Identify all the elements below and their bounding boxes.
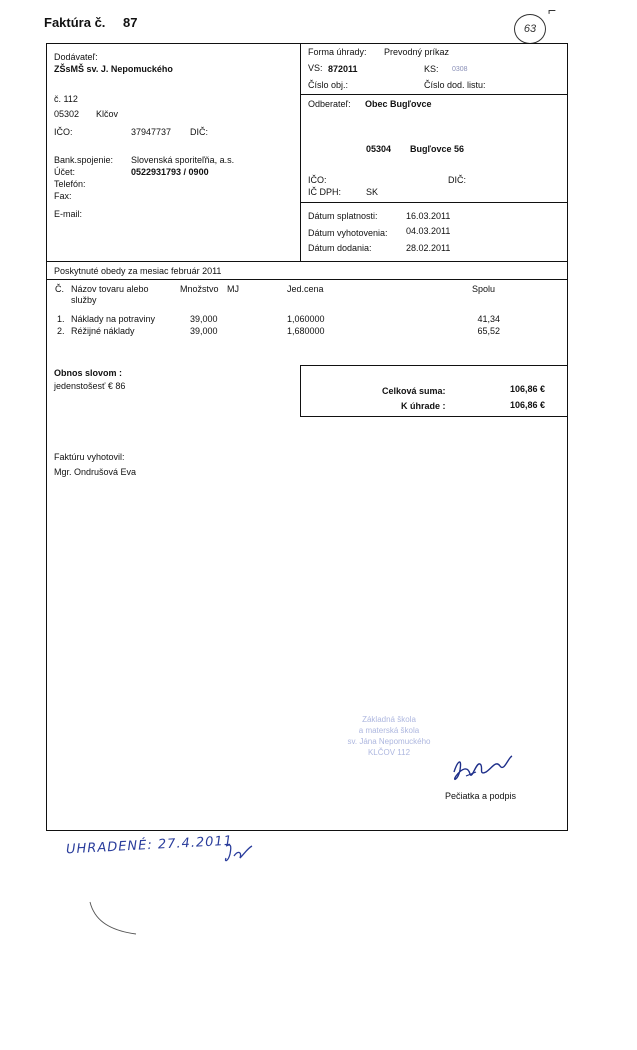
supplier-account-label: Účet: — [54, 167, 76, 177]
stamp-line: Základná škola — [362, 715, 416, 724]
paid-initials — [222, 840, 258, 866]
row-qty: 39,000 — [190, 314, 218, 324]
signature-label: Pečiatka a podpis — [445, 791, 517, 801]
row-no: 1. — [57, 314, 65, 324]
payment-ks-label: KS: — [424, 64, 439, 74]
due-value: 106,86 € — [509, 400, 545, 410]
supplier-name: ZŠsMŠ sv. J. Nepomuckého — [54, 64, 173, 74]
invoice-title-label: Faktúra č. — [44, 15, 106, 30]
signature — [448, 752, 518, 788]
invoice-frame — [46, 43, 568, 831]
corner-number: 63 — [523, 23, 537, 35]
supplier-street: č. 112 — [54, 94, 78, 104]
issuer-name: Mgr. Ondrušová Eva — [54, 467, 137, 477]
divider-table-header — [46, 279, 568, 280]
divider-customer — [300, 202, 568, 203]
row-unit-price: 1,680000 — [287, 326, 325, 336]
supplier-account: 0522931793 / 0900 — [131, 167, 209, 177]
due-label: K úhrade : — [401, 401, 446, 411]
supplier-email-label: E-mail: — [54, 209, 83, 219]
payment-order-label: Číslo obj.: — [308, 80, 349, 90]
payment-method-label: Forma úhrady: — [308, 47, 367, 57]
issuer-label: Faktúru vyhotovil: — [54, 452, 125, 462]
row-total: 65,52 — [477, 326, 500, 336]
customer-ico-label: IČO: — [308, 175, 327, 185]
payment-vs-label: VS: — [308, 63, 323, 73]
divider-vertical — [300, 43, 301, 261]
payment-ks: 0308 — [452, 66, 468, 73]
invoice-description: Poskytnuté obedy za mesiac február 2011 — [54, 266, 222, 276]
customer-name: Obec Bugľovce — [365, 99, 432, 109]
payment-vs: 872011 — [328, 64, 358, 74]
total-value: 106,86 € — [509, 384, 545, 394]
col-header-name-2: služby — [71, 295, 97, 305]
corner-circle-annotation — [514, 14, 546, 44]
divider-payment — [300, 94, 568, 95]
school-stamp — [343, 714, 435, 758]
payment-method: Prevodný príkaz — [384, 47, 450, 57]
payment-delivery-note-label: Číslo dod. listu: — [424, 80, 486, 90]
col-header-qty: Množstvo — [180, 284, 219, 294]
customer-city: Bugľovce 56 — [410, 144, 464, 154]
date-delivered: 28.02.2011 — [406, 243, 451, 253]
row-unit-price: 1,060000 — [287, 314, 325, 324]
paid-note: UHRADENÉ: 27.4.2011 — [65, 833, 234, 858]
row-no: 2. — [57, 326, 65, 336]
stamp-line: a materská škola — [358, 726, 420, 735]
date-issued-label: Dátum vyhotovenia: — [308, 228, 388, 238]
words-value: jedenstošesť € 86 — [54, 381, 126, 391]
stamp-line: sv. Jána Nepomuckého — [347, 737, 431, 746]
col-header-name: Názov tovaru alebo — [71, 284, 149, 294]
date-due: 16.03.2011 — [406, 211, 451, 221]
date-delivered-label: Dátum dodania: — [308, 243, 372, 253]
total-label: Celková suma: — [382, 386, 446, 396]
pen-mark — [86, 900, 146, 940]
row-total: 41,34 — [477, 314, 500, 324]
row-name: Réžijné náklady — [71, 326, 135, 336]
customer-icdph: SK — [366, 187, 379, 197]
supplier-bank: Slovenská sporiteľňa, a.s. — [131, 155, 235, 165]
stamp-line: KLČOV 112 — [367, 748, 411, 757]
invoice-title — [44, 15, 138, 30]
supplier-phone-label: Telefón: — [54, 179, 86, 189]
customer-icdph-label: IČ DPH: — [308, 187, 342, 197]
customer-label: Odberateľ: — [308, 99, 351, 109]
corner-mark: ⌐ — [548, 2, 557, 18]
col-header-no: Č. — [55, 284, 64, 294]
date-due-label: Dátum splatnosti: — [308, 211, 378, 221]
supplier-label: Dodávateľ: — [54, 52, 98, 62]
supplier-ico-label: IČO: — [54, 127, 73, 137]
invoice-number: 87 — [123, 15, 138, 30]
col-header-unit: MJ — [227, 284, 239, 294]
col-header-total: Spolu — [472, 284, 496, 294]
row-qty: 39,000 — [190, 326, 218, 336]
supplier-city: Klčov — [96, 109, 119, 119]
words-label: Obnos slovom : — [54, 368, 123, 378]
supplier-postal-code: 05302 — [54, 109, 80, 119]
supplier-dic-label: DIČ: — [190, 127, 208, 137]
supplier-bank-label: Bank.spojenie: — [54, 155, 114, 165]
customer-postal-code: 05304 — [366, 144, 392, 154]
col-header-unit-price: Jed.cena — [287, 284, 324, 294]
row-name: Náklady na potraviny — [71, 314, 156, 324]
supplier-fax-label: Fax: — [54, 191, 72, 201]
customer-dic-label: DIČ: — [448, 175, 466, 185]
divider-description — [46, 261, 568, 262]
date-issued: 04.03.2011 — [406, 226, 451, 236]
supplier-ico: 37947737 — [131, 127, 172, 137]
